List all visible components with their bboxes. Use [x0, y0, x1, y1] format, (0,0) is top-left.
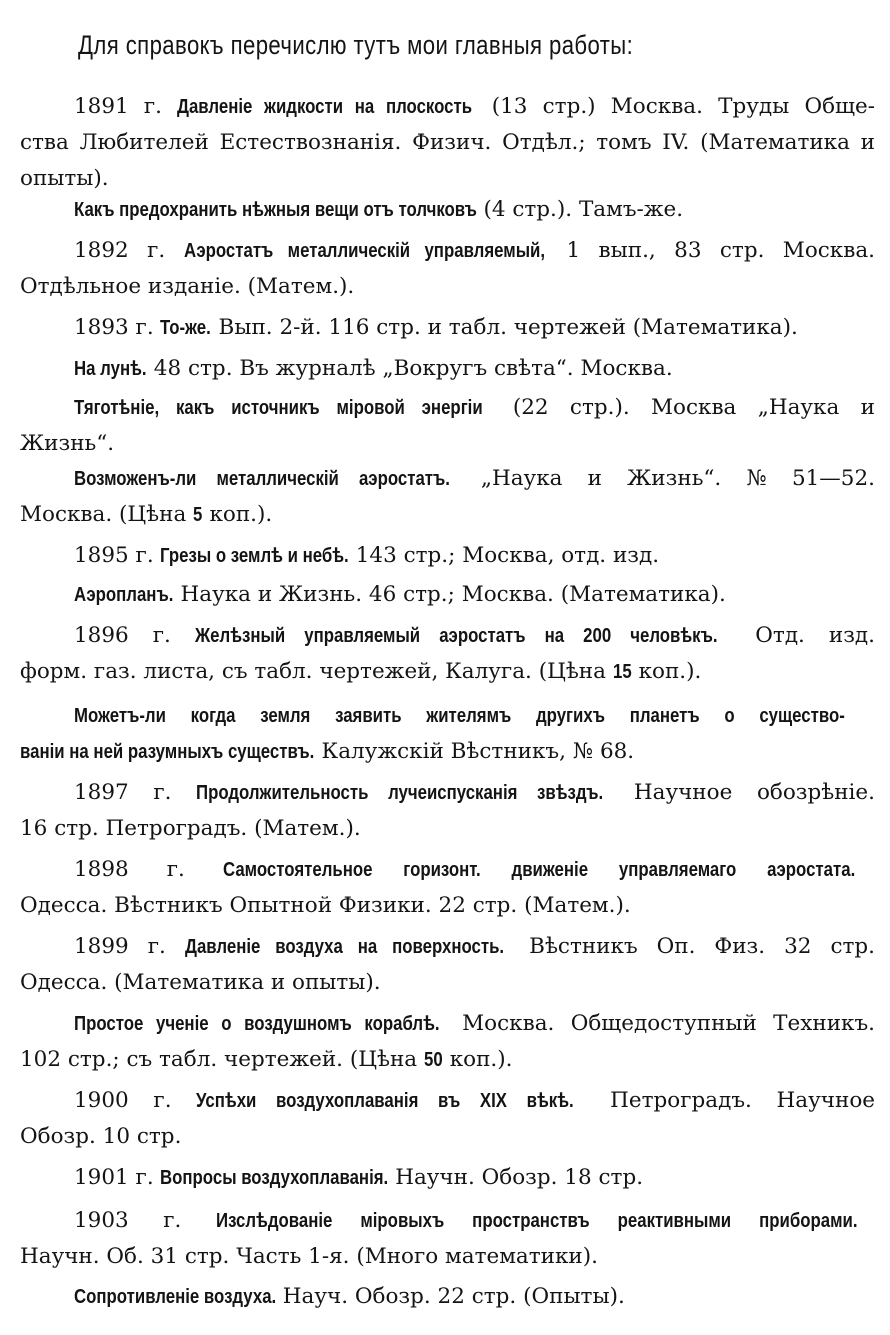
entry-text: Научное обозрѣніе.	[609, 780, 875, 805]
entry-text: ства Любителей Естествознанія. Физич. Отдѣл.; томъ IV. (Математика и	[20, 130, 875, 155]
work-title: Продолжительность лучеиспусканія звѣздъ.	[196, 782, 604, 804]
work-title: Вопросы воздухоплаванія.	[160, 1167, 389, 1189]
work-title: Возможенъ-ли металлическій аэростатъ.	[74, 468, 450, 490]
entry-text: 1891 г.	[74, 94, 178, 119]
entry-text: 1900 г.	[74, 1088, 197, 1113]
entry-line	[20, 1045, 513, 1075]
work-title: Можетъ-ли когда земля заявить жителямъ другихъ планетъ о существо-	[74, 705, 845, 727]
work-title: Желѣзный управляемый аэростатъ на 200 человѣкъ.	[194, 625, 718, 647]
entry-text: 1895 г.	[74, 543, 161, 568]
work-title: Какъ предохранить нѣжныя вещи отъ толчковъ	[74, 199, 477, 221]
work-title: На лунѣ.	[74, 358, 147, 380]
entry-line	[74, 855, 875, 885]
entry-text: коп.).	[202, 502, 273, 527]
entry-text: 1901 г.	[74, 1165, 161, 1190]
work-title: Аэропланъ.	[74, 584, 174, 606]
entry-text: (4 стр.). Тамъ-же.	[476, 197, 684, 222]
entry-text: Отдѣльное изданіе. (Матем.).	[20, 274, 355, 299]
entry-text: 1898 г.	[74, 857, 223, 882]
entry-line	[74, 1282, 625, 1312]
entry-text: Вып. 2-й. 116 стр. и табл. чертежей (Математика).	[211, 315, 798, 340]
work-title: ваніи на ней разумныхъ существъ.	[20, 741, 315, 763]
work-title: Грезы о землѣ и небѣ.	[160, 545, 350, 567]
entry-text: Жизнь“.	[20, 431, 115, 456]
entry-text: Москва. (Цѣна	[20, 502, 194, 527]
entry-text: Одесса. (Математика и опыты).	[20, 970, 381, 995]
entry-text: Науч. Обозр. 22 стр. (Опыты).	[275, 1284, 625, 1309]
entry-text: Научн. Об. 31 стр. Часть 1-я. (Много математики).	[20, 1244, 598, 1269]
work-title: Самостоятельное горизонт. движеніе управляемаго аэростата.	[222, 859, 856, 881]
entry-text: 48 стр. Въ журналѣ „Вокругъ свѣта“. Москва.	[146, 356, 673, 381]
entry-text: коп.).	[631, 659, 702, 684]
entry-text: Калужскій Вѣстникъ, № 68.	[314, 739, 635, 764]
entry-text: Петроградъ. Научное	[585, 1088, 875, 1113]
entry-line	[74, 541, 659, 571]
entry-line	[20, 968, 381, 998]
entry-line	[74, 580, 726, 610]
work-title: Тяготѣніе, какъ источникъ міровой энергіи	[74, 397, 483, 419]
entry-line	[74, 393, 875, 423]
entry-line	[74, 621, 875, 651]
entry-line	[20, 1242, 598, 1272]
entry-text: 16 стр. Петроградъ. (Матем.).	[20, 816, 361, 841]
work-title: 15	[612, 661, 632, 683]
entry-line	[74, 701, 875, 731]
entry-text: Наука и Жизнь. 46 стр.; Москва. (Математика).	[173, 582, 726, 607]
work-title: 50	[423, 1049, 443, 1071]
entry-text: Москва. Общедоступный Техникъ.	[445, 1011, 875, 1036]
work-title: Изслѣдованіе міровыхъ пространствъ реактивными приборами.	[215, 1210, 858, 1232]
entry-text: 1903 г.	[74, 1208, 216, 1233]
work-title: Успѣхи воздухоплаванія въ XIX вѣкѣ.	[196, 1090, 574, 1112]
entry-text: 1897 г.	[74, 780, 197, 805]
entry-line	[20, 128, 875, 158]
entry-line	[74, 1206, 875, 1236]
entry-line	[74, 92, 875, 122]
entry-text: форм. газ. листа, съ табл. чертежей, Калуга. (Цѣна	[20, 659, 613, 684]
entry-text: Научн. Обозр. 18 стр.	[388, 1165, 644, 1190]
page-heading: Для справокъ перечислю тутъ мои главныя работы:	[78, 30, 634, 60]
entry-line	[74, 464, 875, 494]
entry-text: 1893 г.	[74, 315, 161, 340]
entry-text: Одесса. Вѣстникъ Опытной Физики. 22 стр. (Матем.).	[20, 893, 631, 918]
entry-line	[20, 891, 631, 921]
entry-line	[20, 272, 354, 302]
entry-text: 1896 г.	[74, 623, 195, 648]
entry-text: 1 вып., 83 стр. Москва.	[548, 238, 875, 263]
entry-text: Обозр. 10 стр.	[20, 1124, 182, 1149]
entry-text: 1892 г.	[74, 238, 184, 263]
entry-text: Вѣстникъ Оп. Физ. 32 стр.	[510, 934, 875, 959]
entry-line	[20, 1122, 181, 1152]
entry-line	[74, 354, 673, 384]
work-title: Давленіе жидкости на плоскость	[177, 96, 473, 118]
work-title: Сопротивленіе воздуха.	[74, 1286, 277, 1308]
entry-text: „Наука и Жизнь“. № 51—52.	[455, 466, 875, 491]
entry-line	[74, 1009, 875, 1039]
entry-text: 102 стр.; съ табл. чертежей. (Цѣна	[20, 1047, 424, 1072]
entry-text: 1899 г.	[74, 934, 185, 959]
work-title: Простое ученіе о воздушномъ кораблѣ.	[74, 1013, 440, 1035]
entry-text: Отд. изд.	[731, 623, 875, 648]
entry-line	[20, 164, 109, 194]
entry-line	[74, 1086, 875, 1116]
work-title: Аэростатъ металлическій управляемый,	[183, 240, 545, 262]
entry-line	[74, 313, 798, 343]
work-title: Давленіе воздуха на поверхность.	[184, 936, 504, 958]
entry-line	[20, 500, 272, 530]
entry-line	[20, 429, 114, 459]
work-title: То-же.	[160, 317, 212, 339]
entry-text: коп.).	[442, 1047, 513, 1072]
entry-line	[20, 657, 701, 687]
entry-text: (22 стр.). Москва „Наука и	[491, 395, 875, 420]
entry-line	[20, 814, 361, 844]
entry-text: (13 стр.) Москва. Труды Обще-	[476, 94, 875, 119]
entry-text: 143 стр.; Москва, отд. изд.	[348, 543, 660, 568]
entry-text: опыты).	[20, 166, 109, 191]
work-title: 5	[193, 504, 203, 526]
entry-line	[20, 737, 634, 767]
entry-line	[74, 236, 875, 266]
entry-line	[74, 1163, 643, 1193]
entry-line	[74, 932, 875, 962]
entry-line	[74, 778, 875, 808]
entry-line	[74, 195, 683, 225]
